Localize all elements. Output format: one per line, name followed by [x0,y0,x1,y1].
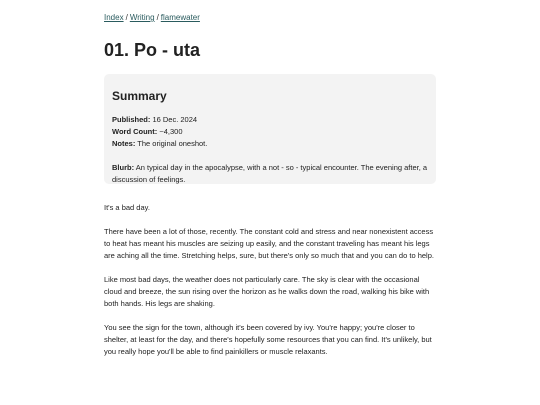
story-body [104,202,436,358]
breadcrumb-link-flamewater[interactable]: flamewater [160,13,200,22]
breadcrumb [104,12,436,24]
published-label: Published: [112,115,151,124]
summary-box [104,74,436,184]
word-count-label: Word Count: [112,127,158,136]
story-paragraph: There have been a lot of those, recently. The constant cold and stress and near nonexistent access to heat has meant his muscles are seizing up easily, and the constant traveling has meant his legs are aching all the time. Stretching helps, sure, but there's only so much that and you can do to help. [104,227,434,260]
summary-heading: Summary [112,89,167,103]
notes-line [112,138,428,150]
word-count-value: ~4,300 [159,127,183,136]
main-content [104,12,436,370]
notes-label: Notes: [112,139,136,148]
blurb [112,162,428,186]
page-title: 01. Po - uta [104,40,201,60]
story-paragraph: Like most bad days, the weather does not particularly care. The sky is clear with the occasional cloud and breeze, the sun rising over the horizon as he walks down the road, walking his bike with both hands. His legs are shaking. [104,275,430,308]
breadcrumb-link-writing[interactable]: Writing [129,13,155,22]
word-count-line [112,126,428,138]
published-line [112,114,428,126]
breadcrumb-separator: / [125,13,128,22]
breadcrumb-separator: / [156,13,159,22]
breadcrumb-link-index[interactable]: Index [104,13,124,22]
blurb-label: Blurb: [112,163,135,172]
published-value: 16 Dec. 2024 [152,115,198,124]
story-paragraph: It's a bad day. [104,203,150,212]
notes-value: The original oneshot. [137,139,208,148]
blurb-text: An typical day in the apocalypse, with a not - so - typical encounter. The evening after, a discussion of feelings. [112,163,428,184]
story-paragraph: You see the sign for the town, although it's been covered by ivy. You're happy; you're closer to shelter, at least for the day, and there's hopefully some resources that you can find. It's unlikely, but you really hope you'll be able to find painkillers or muscle relaxants. [104,323,432,356]
